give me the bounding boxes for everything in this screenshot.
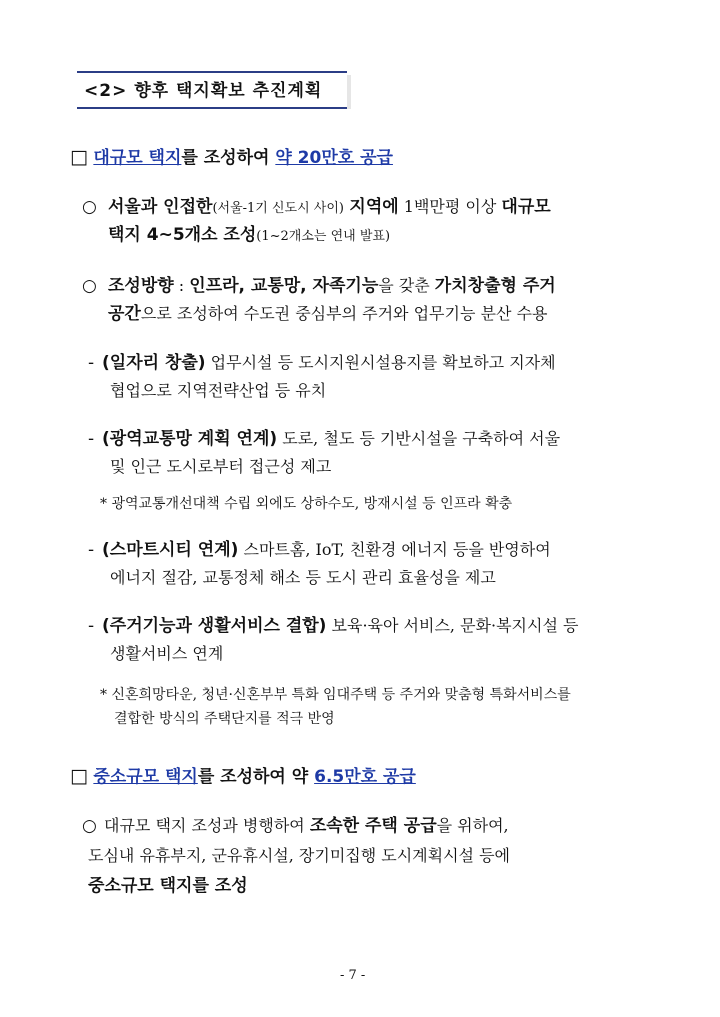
bullet-3-line-3: 중소규모 택지를 조성 bbox=[88, 876, 248, 896]
header-title: <2> 향후 택지확보 추진계획 bbox=[84, 81, 323, 101]
dash-4-line-1: (주거기능과 생활서비스 결합) 보육·육아 서비스, 문화·복지시설 등 bbox=[102, 616, 579, 636]
dash-4-line-2: 생활서비스 연계 bbox=[110, 644, 224, 663]
section-2-link: 중소규모 택지 bbox=[93, 767, 198, 787]
bullet-3-line-1: 대규모 택지 조성과 병행하여 조속한 주택 공급을 위하여, bbox=[104, 816, 509, 836]
section-2-rest: 를 조성하여 약 bbox=[197, 767, 315, 787]
bullet-3-line-2: 도심내 유휴부지, 군유휴시설, 장기미집행 도시계획시설 등에 bbox=[88, 846, 511, 865]
note-1 bbox=[100, 493, 512, 513]
circle-bullet-icon: ○ bbox=[82, 276, 97, 296]
note-2-line-2: 결합한 방식의 주택단지를 적극 반영 bbox=[114, 711, 335, 727]
checkbox-square-icon: □ bbox=[70, 765, 88, 787]
note-2-line-1: 신혼희망타운, 청년·신혼부부 특화 임대주택 등 주거와 맞춤형 특화서비스를 bbox=[111, 687, 571, 703]
bullet-2-line-1: 조성방향 : 인프라, 교통망, 자족기능을 갖춘 가치창출형 주거 bbox=[108, 276, 556, 296]
page-number: - 7 - bbox=[340, 968, 366, 983]
section-1-link: 대규모 택지 bbox=[93, 148, 182, 168]
bullet-1-line-1: 서울과 인접한(서울-1기 신도시 사이) 지역에 1백만평 이상 대규모 bbox=[108, 197, 551, 217]
dash-2-line-2: 및 인근 도시로부터 접근성 제고 bbox=[110, 457, 332, 476]
dash-2-line-1: (광역교통망 계획 연계) 도로, 철도 등 기반시설을 구축하여 서울 bbox=[102, 429, 561, 449]
asterisk-icon: * bbox=[100, 496, 107, 512]
bullet-2-line-2: 공간으로 조성하여 수도권 중심부의 주거와 업무기능 분산 수용 bbox=[108, 304, 548, 324]
circle-bullet-icon: ○ bbox=[82, 816, 97, 836]
asterisk-icon: * bbox=[100, 687, 107, 703]
bullet-1-line-2: 택지 4~5개소 조성(1~2개소는 연내 발표) bbox=[108, 225, 391, 245]
checkbox-square-icon: □ bbox=[70, 146, 88, 168]
dash-bullet-icon: - bbox=[88, 540, 95, 560]
note-1-text: 광역교통개선대책 수립 외에도 상하수도, 방재시설 등 인프라 확충 bbox=[111, 496, 513, 512]
section-heading-1 bbox=[70, 143, 393, 168]
dash-bullet-icon: - bbox=[88, 353, 95, 373]
dash-3-line-2: 에너지 절감, 교통정체 해소 등 도시 관리 효율성을 제고 bbox=[110, 568, 496, 587]
note-2 bbox=[100, 683, 571, 727]
dash-bullet-icon: - bbox=[88, 429, 95, 449]
dash-1-line-1: (일자리 창출) 업무시설 등 도시지원시설용지를 확보하고 지자체 bbox=[102, 353, 556, 373]
section-heading-2 bbox=[70, 762, 416, 787]
circle-bullet-icon: ○ bbox=[82, 197, 97, 217]
dash-1-line-2: 협업으로 지역전략산업 등 유치 bbox=[110, 381, 327, 400]
dash-3-line-1: (스마트시티 연계) 스마트홈, IoT, 친환경 에너지 등을 반영하여 bbox=[102, 540, 551, 560]
section-2-highlight: 6.5만호 공급 bbox=[314, 767, 416, 787]
section-1-highlight: 약 20만호 공급 bbox=[275, 148, 393, 168]
section-1-rest: 를 조성하여 bbox=[181, 148, 276, 168]
dash-bullet-icon: - bbox=[88, 616, 95, 636]
